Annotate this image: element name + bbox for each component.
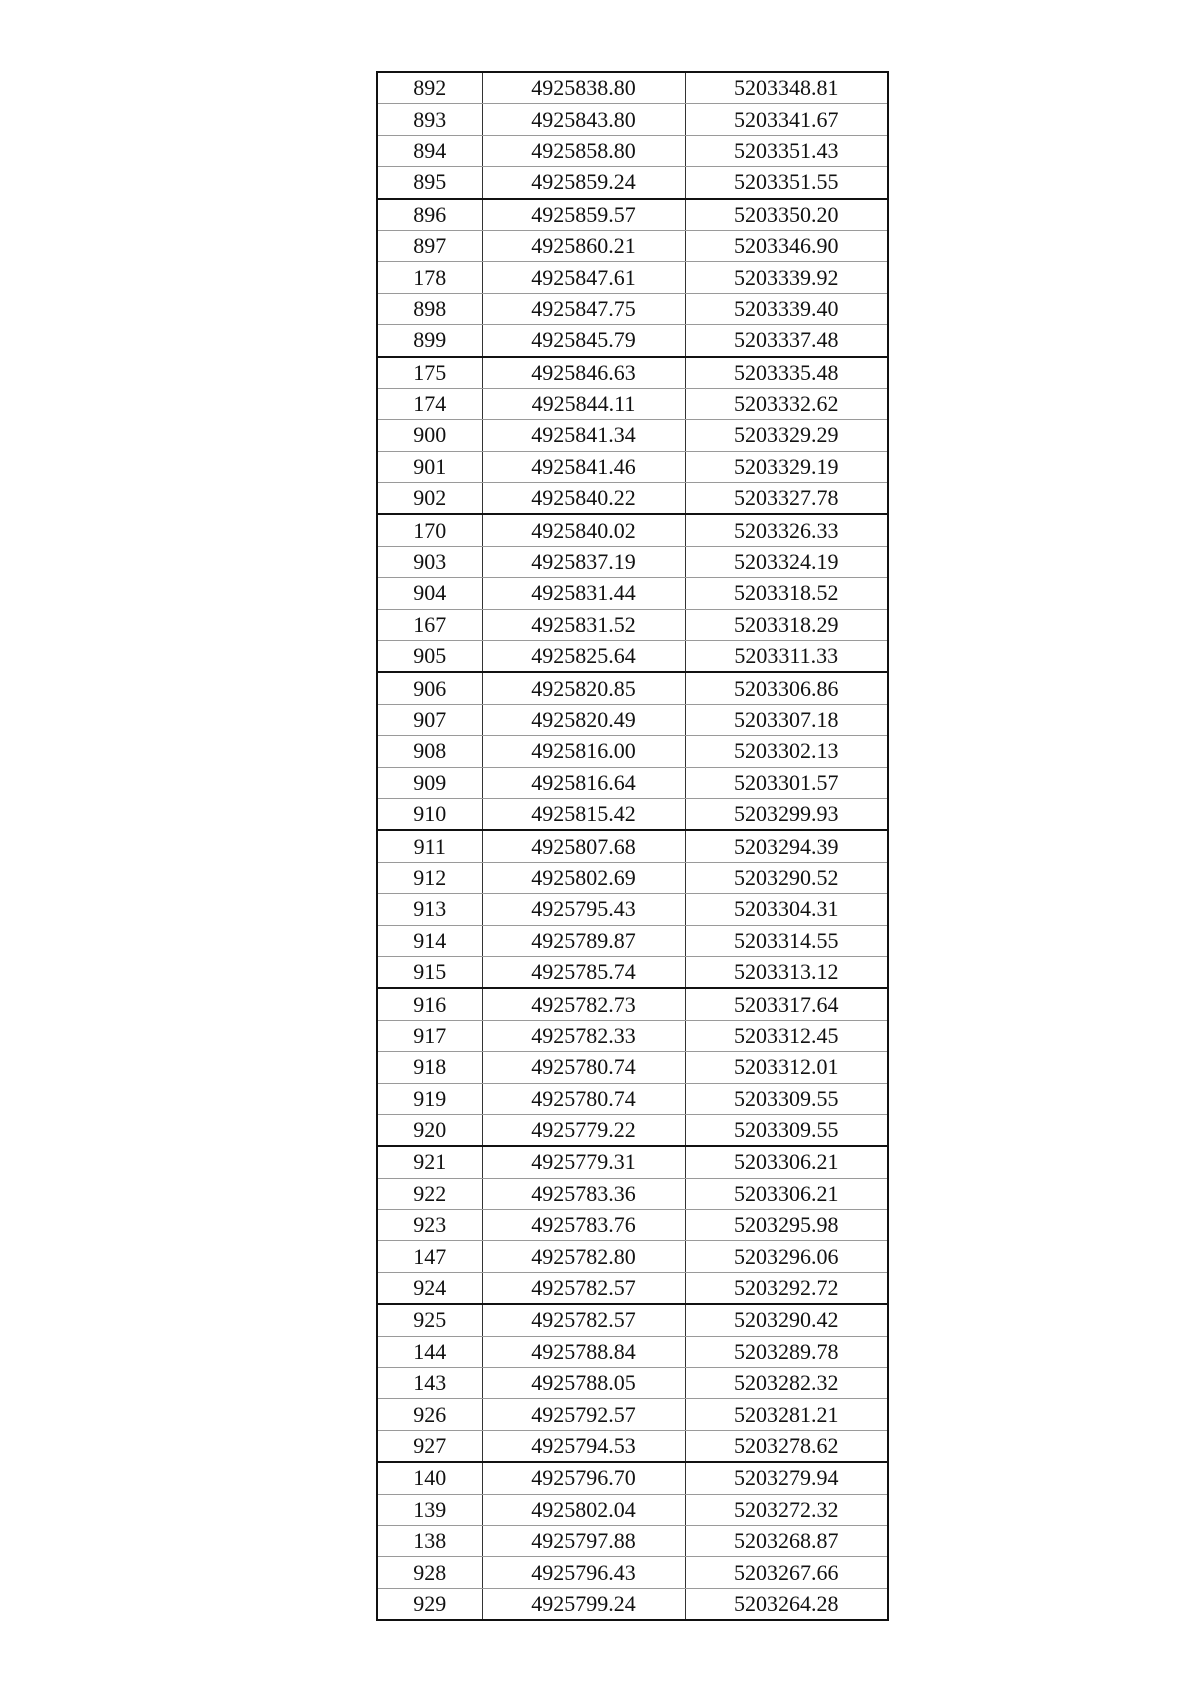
y-coordinate-cell: 5203272.32 <box>685 1494 888 1525</box>
x-coordinate-cell: 4925788.84 <box>482 1336 685 1367</box>
x-coordinate-cell: 4925783.76 <box>482 1210 685 1241</box>
point-number-cell: 898 <box>377 293 482 324</box>
x-coordinate-cell: 4925807.68 <box>482 830 685 862</box>
point-number-cell: 909 <box>377 767 482 798</box>
y-coordinate-cell: 5203337.48 <box>685 325 888 357</box>
y-coordinate-cell: 5203341.67 <box>685 104 888 135</box>
table-row <box>377 894 888 925</box>
coordinates-table-body <box>377 72 888 1620</box>
y-coordinate-cell: 5203301.57 <box>685 767 888 798</box>
table-row <box>377 357 888 389</box>
y-coordinate-cell: 5203306.86 <box>685 672 888 704</box>
table-row <box>377 609 888 640</box>
point-number-cell: 178 <box>377 262 482 293</box>
x-coordinate-cell: 4925820.49 <box>482 704 685 735</box>
y-coordinate-cell: 5203339.92 <box>685 262 888 293</box>
y-coordinate-cell: 5203327.78 <box>685 483 888 515</box>
y-coordinate-cell: 5203290.42 <box>685 1304 888 1336</box>
point-number-cell: 895 <box>377 167 482 199</box>
x-coordinate-cell: 4925779.31 <box>482 1146 685 1178</box>
x-coordinate-cell: 4925782.80 <box>482 1241 685 1272</box>
y-coordinate-cell: 5203318.29 <box>685 609 888 640</box>
y-coordinate-cell: 5203307.18 <box>685 704 888 735</box>
table-row <box>377 1241 888 1272</box>
point-number-cell: 901 <box>377 451 482 482</box>
y-coordinate-cell: 5203313.12 <box>685 956 888 988</box>
table-row <box>377 1304 888 1336</box>
point-number-cell: 899 <box>377 325 482 357</box>
x-coordinate-cell: 4925799.24 <box>482 1588 685 1620</box>
y-coordinate-cell: 5203268.87 <box>685 1525 888 1556</box>
table-row <box>377 483 888 515</box>
table-row <box>377 1462 888 1494</box>
x-coordinate-cell: 4925815.42 <box>482 798 685 830</box>
x-coordinate-cell: 4925794.53 <box>482 1430 685 1462</box>
y-coordinate-cell: 5203299.93 <box>685 798 888 830</box>
x-coordinate-cell: 4925789.87 <box>482 925 685 956</box>
y-coordinate-cell: 5203335.48 <box>685 357 888 389</box>
y-coordinate-cell: 5203350.20 <box>685 199 888 231</box>
x-coordinate-cell: 4925831.44 <box>482 578 685 609</box>
table-row <box>377 1336 888 1367</box>
point-number-cell: 143 <box>377 1368 482 1399</box>
table-row <box>377 72 888 104</box>
x-coordinate-cell: 4925843.80 <box>482 104 685 135</box>
table-row <box>377 704 888 735</box>
y-coordinate-cell: 5203306.21 <box>685 1146 888 1178</box>
x-coordinate-cell: 4925860.21 <box>482 230 685 261</box>
point-number-cell: 910 <box>377 798 482 830</box>
point-number-cell: 900 <box>377 420 482 451</box>
point-number-cell: 907 <box>377 704 482 735</box>
table-row <box>377 767 888 798</box>
point-number-cell: 174 <box>377 388 482 419</box>
point-number-cell: 925 <box>377 1304 482 1336</box>
table-row <box>377 1052 888 1083</box>
point-number-cell: 928 <box>377 1557 482 1588</box>
y-coordinate-cell: 5203306.21 <box>685 1178 888 1209</box>
x-coordinate-cell: 4925816.00 <box>482 736 685 767</box>
y-coordinate-cell: 5203348.81 <box>685 72 888 104</box>
table-row <box>377 546 888 577</box>
x-coordinate-cell: 4925837.19 <box>482 546 685 577</box>
point-number-cell: 914 <box>377 925 482 956</box>
table-row <box>377 672 888 704</box>
y-coordinate-cell: 5203289.78 <box>685 1336 888 1367</box>
point-number-cell: 894 <box>377 135 482 166</box>
table-row <box>377 1178 888 1209</box>
y-coordinate-cell: 5203281.21 <box>685 1399 888 1430</box>
point-number-cell: 140 <box>377 1462 482 1494</box>
x-coordinate-cell: 4925792.57 <box>482 1399 685 1430</box>
table-row <box>377 514 888 546</box>
y-coordinate-cell: 5203279.94 <box>685 1462 888 1494</box>
point-number-cell: 893 <box>377 104 482 135</box>
x-coordinate-cell: 4925796.70 <box>482 1462 685 1494</box>
table-row <box>377 1020 888 1051</box>
table-row <box>377 1557 888 1588</box>
table-row <box>377 293 888 324</box>
y-coordinate-cell: 5203311.33 <box>685 641 888 673</box>
coordinates-table <box>376 71 889 1621</box>
y-coordinate-cell: 5203312.45 <box>685 1020 888 1051</box>
table-row <box>377 830 888 862</box>
x-coordinate-cell: 4925779.22 <box>482 1114 685 1146</box>
point-number-cell: 920 <box>377 1114 482 1146</box>
point-number-cell: 170 <box>377 514 482 546</box>
point-number-cell: 923 <box>377 1210 482 1241</box>
x-coordinate-cell: 4925780.74 <box>482 1083 685 1114</box>
y-coordinate-cell: 5203317.64 <box>685 988 888 1020</box>
y-coordinate-cell: 5203332.62 <box>685 388 888 419</box>
x-coordinate-cell: 4925844.11 <box>482 388 685 419</box>
x-coordinate-cell: 4925782.73 <box>482 988 685 1020</box>
point-number-cell: 924 <box>377 1272 482 1304</box>
y-coordinate-cell: 5203314.55 <box>685 925 888 956</box>
y-coordinate-cell: 5203329.19 <box>685 451 888 482</box>
x-coordinate-cell: 4925840.02 <box>482 514 685 546</box>
x-coordinate-cell: 4925780.74 <box>482 1052 685 1083</box>
y-coordinate-cell: 5203351.55 <box>685 167 888 199</box>
y-coordinate-cell: 5203264.28 <box>685 1588 888 1620</box>
point-number-cell: 918 <box>377 1052 482 1083</box>
y-coordinate-cell: 5203290.52 <box>685 862 888 893</box>
point-number-cell: 147 <box>377 1241 482 1272</box>
y-coordinate-cell: 5203346.90 <box>685 230 888 261</box>
x-coordinate-cell: 4925845.79 <box>482 325 685 357</box>
y-coordinate-cell: 5203326.33 <box>685 514 888 546</box>
point-number-cell: 904 <box>377 578 482 609</box>
table-row <box>377 230 888 261</box>
y-coordinate-cell: 5203351.43 <box>685 135 888 166</box>
table-row <box>377 1272 888 1304</box>
point-number-cell: 919 <box>377 1083 482 1114</box>
y-coordinate-cell: 5203309.55 <box>685 1114 888 1146</box>
x-coordinate-cell: 4925859.24 <box>482 167 685 199</box>
point-number-cell: 922 <box>377 1178 482 1209</box>
x-coordinate-cell: 4925782.33 <box>482 1020 685 1051</box>
x-coordinate-cell: 4925838.80 <box>482 72 685 104</box>
x-coordinate-cell: 4925859.57 <box>482 199 685 231</box>
y-coordinate-cell: 5203339.40 <box>685 293 888 324</box>
y-coordinate-cell: 5203324.19 <box>685 546 888 577</box>
table-row <box>377 736 888 767</box>
y-coordinate-cell: 5203278.62 <box>685 1430 888 1462</box>
point-number-cell: 139 <box>377 1494 482 1525</box>
x-coordinate-cell: 4925802.69 <box>482 862 685 893</box>
point-number-cell: 926 <box>377 1399 482 1430</box>
table-row <box>377 1210 888 1241</box>
y-coordinate-cell: 5203282.32 <box>685 1368 888 1399</box>
table-row <box>377 388 888 419</box>
y-coordinate-cell: 5203267.66 <box>685 1557 888 1588</box>
x-coordinate-cell: 4925847.61 <box>482 262 685 293</box>
table-row <box>377 798 888 830</box>
point-number-cell: 921 <box>377 1146 482 1178</box>
table-row <box>377 420 888 451</box>
point-number-cell: 144 <box>377 1336 482 1367</box>
table-row <box>377 1588 888 1620</box>
point-number-cell: 906 <box>377 672 482 704</box>
table-row <box>377 1494 888 1525</box>
x-coordinate-cell: 4925783.36 <box>482 1178 685 1209</box>
y-coordinate-cell: 5203302.13 <box>685 736 888 767</box>
table-row <box>377 104 888 135</box>
x-coordinate-cell: 4925820.85 <box>482 672 685 704</box>
y-coordinate-cell: 5203329.29 <box>685 420 888 451</box>
x-coordinate-cell: 4925840.22 <box>482 483 685 515</box>
point-number-cell: 167 <box>377 609 482 640</box>
point-number-cell: 911 <box>377 830 482 862</box>
x-coordinate-cell: 4925788.05 <box>482 1368 685 1399</box>
point-number-cell: 913 <box>377 894 482 925</box>
point-number-cell: 175 <box>377 357 482 389</box>
point-number-cell: 902 <box>377 483 482 515</box>
table-row <box>377 641 888 673</box>
table-row <box>377 1083 888 1114</box>
x-coordinate-cell: 4925847.75 <box>482 293 685 324</box>
x-coordinate-cell: 4925858.80 <box>482 135 685 166</box>
point-number-cell: 912 <box>377 862 482 893</box>
table-row <box>377 578 888 609</box>
table-row <box>377 167 888 199</box>
y-coordinate-cell: 5203292.72 <box>685 1272 888 1304</box>
point-number-cell: 896 <box>377 199 482 231</box>
x-coordinate-cell: 4925795.43 <box>482 894 685 925</box>
x-coordinate-cell: 4925802.04 <box>482 1494 685 1525</box>
point-number-cell: 917 <box>377 1020 482 1051</box>
table-row <box>377 956 888 988</box>
table-row <box>377 1146 888 1178</box>
x-coordinate-cell: 4925785.74 <box>482 956 685 988</box>
point-number-cell: 892 <box>377 72 482 104</box>
table-row <box>377 1430 888 1462</box>
table-row <box>377 1114 888 1146</box>
point-number-cell: 138 <box>377 1525 482 1556</box>
table-row <box>377 451 888 482</box>
x-coordinate-cell: 4925841.34 <box>482 420 685 451</box>
x-coordinate-cell: 4925825.64 <box>482 641 685 673</box>
x-coordinate-cell: 4925841.46 <box>482 451 685 482</box>
x-coordinate-cell: 4925782.57 <box>482 1272 685 1304</box>
y-coordinate-cell: 5203309.55 <box>685 1083 888 1114</box>
table-row <box>377 135 888 166</box>
x-coordinate-cell: 4925796.43 <box>482 1557 685 1588</box>
table-row <box>377 988 888 1020</box>
table-row <box>377 199 888 231</box>
y-coordinate-cell: 5203304.31 <box>685 894 888 925</box>
point-number-cell: 929 <box>377 1588 482 1620</box>
x-coordinate-cell: 4925846.63 <box>482 357 685 389</box>
point-number-cell: 915 <box>377 956 482 988</box>
point-number-cell: 927 <box>377 1430 482 1462</box>
x-coordinate-cell: 4925831.52 <box>482 609 685 640</box>
y-coordinate-cell: 5203296.06 <box>685 1241 888 1272</box>
x-coordinate-cell: 4925816.64 <box>482 767 685 798</box>
table-row <box>377 862 888 893</box>
table-row <box>377 1368 888 1399</box>
table-row <box>377 1525 888 1556</box>
y-coordinate-cell: 5203295.98 <box>685 1210 888 1241</box>
y-coordinate-cell: 5203312.01 <box>685 1052 888 1083</box>
table-row <box>377 262 888 293</box>
point-number-cell: 897 <box>377 230 482 261</box>
table-row <box>377 1399 888 1430</box>
y-coordinate-cell: 5203318.52 <box>685 578 888 609</box>
point-number-cell: 916 <box>377 988 482 1020</box>
x-coordinate-cell: 4925782.57 <box>482 1304 685 1336</box>
point-number-cell: 903 <box>377 546 482 577</box>
table-row <box>377 325 888 357</box>
point-number-cell: 908 <box>377 736 482 767</box>
y-coordinate-cell: 5203294.39 <box>685 830 888 862</box>
x-coordinate-cell: 4925797.88 <box>482 1525 685 1556</box>
point-number-cell: 905 <box>377 641 482 673</box>
table-row <box>377 925 888 956</box>
